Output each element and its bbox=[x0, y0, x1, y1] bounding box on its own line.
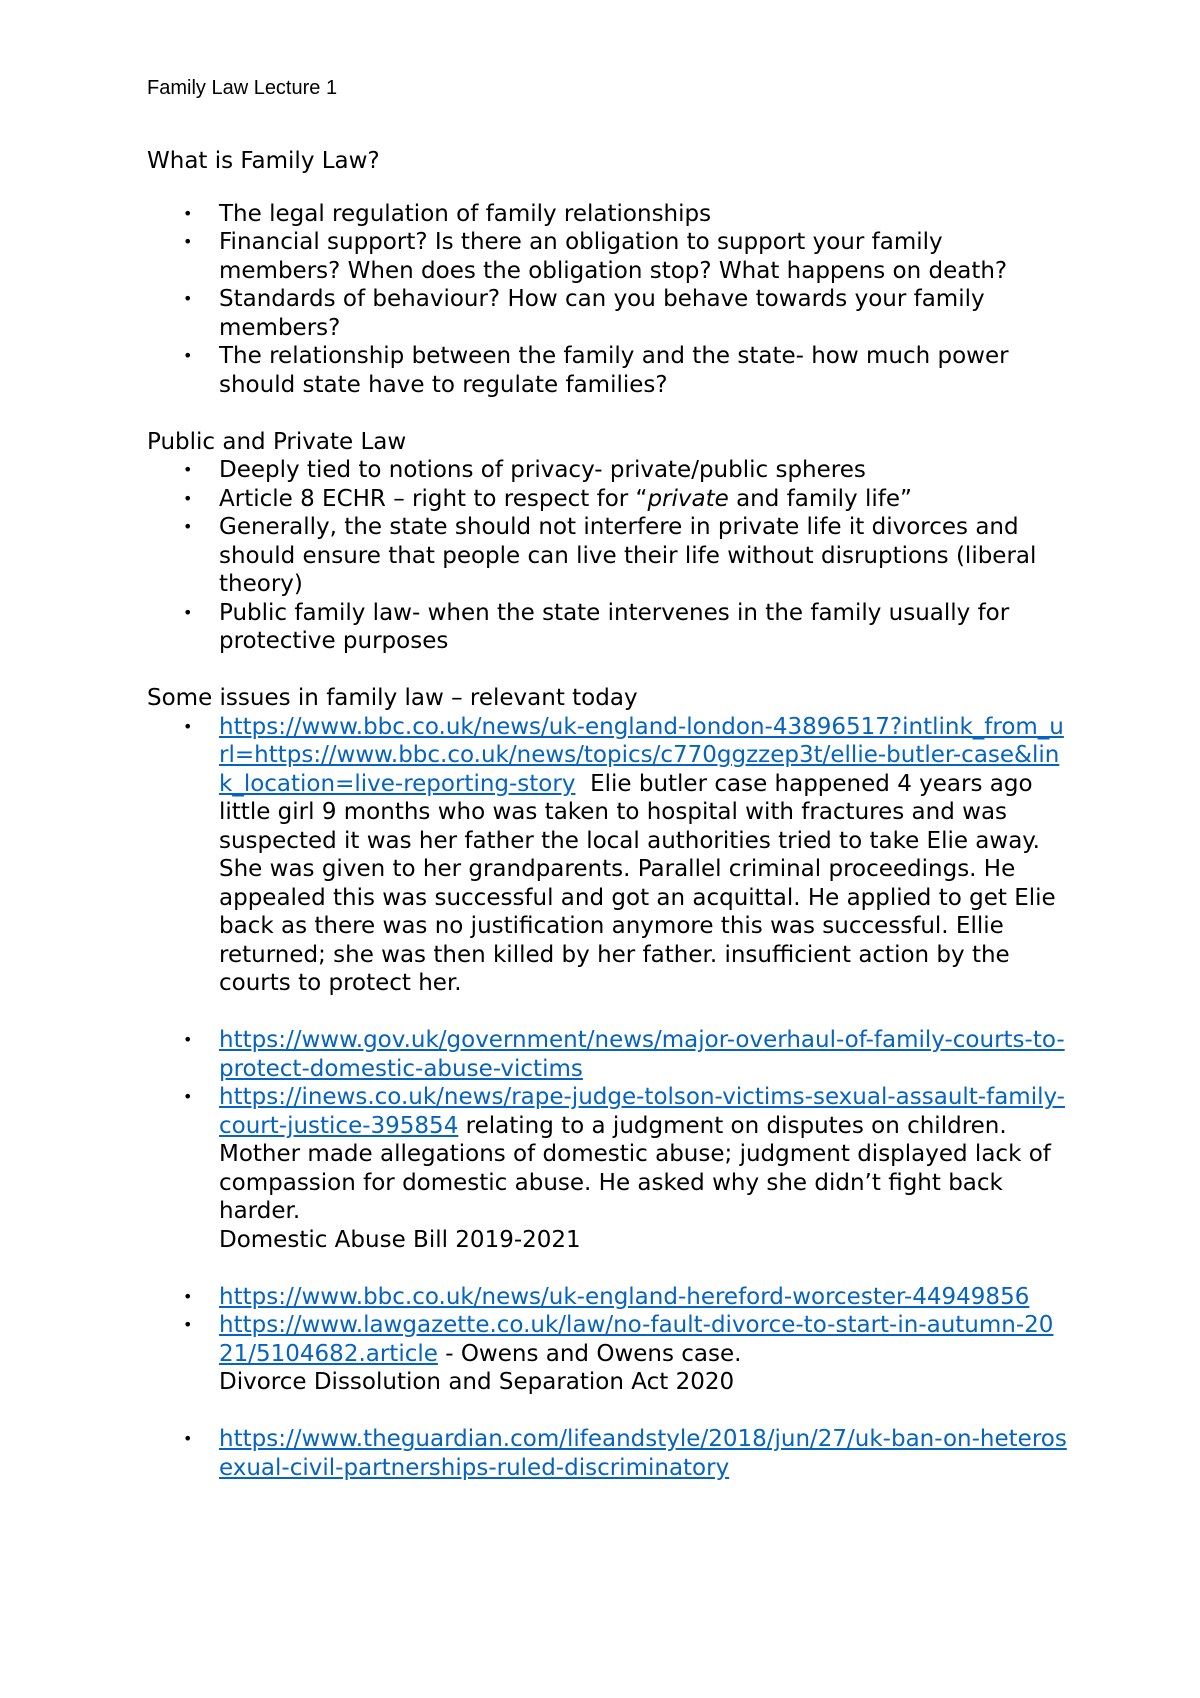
section3-list-2 bbox=[147, 1026, 1067, 1254]
list-item-text: Financial support? Is there an obligation to support your family members? When does the obligation stop? What happens on death? bbox=[219, 229, 1008, 284]
list-item-text: Public family law- when the state intervenes in the family usually for protective purposes bbox=[219, 599, 1010, 654]
list-item bbox=[147, 228, 1067, 285]
list-item bbox=[147, 1425, 1067, 1482]
news-link-guardian-civil-partnerships[interactable]: https://www.theguardian.com/lifeandstyle/2018/jun/27/uk-ban-on-heterosexual-civil-partnerships-ruled-discriminatory bbox=[219, 1426, 1067, 1481]
list-item-text: Generally, the state should not interfere in private life it divorces and should ensure that people can live their life without disruptions (liberal theory) bbox=[219, 514, 1037, 597]
list-item-text: Standards of behaviour? How can you behave towards your family members? bbox=[219, 286, 985, 341]
list-item bbox=[147, 200, 1067, 229]
news-link-bbc-ellie-butler[interactable]: https://www.bbc.co.uk/news/uk-england-london-43896517?intlink_from_url=https://www.bbc.co.uk/news/topics/c770ggzzep3t/ellie-butler-case&link_location=live-reporting-story bbox=[219, 713, 1064, 797]
bullet-icon: • bbox=[183, 517, 193, 536]
list-item-text: Article 8 ECHR – right to respect for “ bbox=[219, 485, 648, 512]
list-item bbox=[147, 1083, 1067, 1254]
section3-list-3 bbox=[147, 1283, 1067, 1397]
list-item bbox=[147, 485, 1067, 514]
news-link-gov-family-courts[interactable]: https://www.gov.uk/government/news/major-overhaul-of-family-courts-to-protect-domestic-abuse-victims bbox=[219, 1027, 1065, 1082]
news-link-inews-judge-tolson[interactable]: https://inews.co.uk/news/rape-judge-tolson-victims-sexual-assault-family-court-justice-395854 bbox=[219, 1084, 1065, 1139]
section2-list bbox=[147, 456, 1067, 656]
bullet-icon: • bbox=[183, 716, 193, 736]
bullet-icon: • bbox=[183, 289, 193, 308]
section-heading-what-is-family-law: What is Family Law? bbox=[147, 148, 380, 174]
bullet-icon: • bbox=[183, 460, 193, 479]
section1-list bbox=[147, 200, 1067, 400]
list-item bbox=[147, 342, 1067, 399]
list-item bbox=[147, 513, 1067, 599]
list-item-text: The legal regulation of family relationships bbox=[219, 200, 712, 227]
list-item-text: relating to a judgment on disputes on children. Mother made allegations of domestic abuse; judgment displayed lack of compassion for domestic abuse. He asked why she didn’t fight back harder. bbox=[219, 1112, 1059, 1224]
list-item bbox=[147, 285, 1067, 342]
news-link-lawgazette-no-fault-divorce[interactable]: https://www.lawgazette.co.uk/law/no-fault-divorce-to-start-in-autumn-2021/5104682.article bbox=[219, 1312, 1054, 1367]
news-link-bbc-hereford[interactable]: https://www.bbc.co.uk/news/uk-england-hereford-worcester-44949856 bbox=[219, 1283, 1030, 1310]
list-item bbox=[147, 1311, 1067, 1397]
bullet-icon: • bbox=[183, 1030, 193, 1049]
bullet-icon: • bbox=[183, 488, 193, 508]
section-heading-public-private-law: Public and Private Law bbox=[147, 428, 407, 455]
list-item bbox=[147, 1283, 1067, 1312]
bullet-icon: • bbox=[183, 1087, 193, 1106]
italic-text: private bbox=[647, 485, 729, 512]
document-body bbox=[147, 147, 1067, 1482]
section-heading-some-issues: Some issues in family law – relevant today bbox=[147, 685, 638, 711]
document-header-title: Family Law Lecture 1 bbox=[147, 77, 338, 99]
list-item-text: Elie butler case happened 4 years ago little girl 9 months who was taken to hospital with fractures and was suspected it was her father the local authorities tried to take Elie away. She was given to her grandparents. Parallel criminal proceedings. He appealed this was successful and got an acquittal. He applied to get Elie back as there was no justification anymore this was successful. Ellie returned; she was then killed by her father. insufficient action by the courts to protect her. bbox=[219, 770, 1063, 996]
list-item bbox=[147, 456, 1067, 485]
section3-list-4 bbox=[147, 1425, 1067, 1482]
list-item bbox=[147, 1026, 1067, 1083]
list-item bbox=[147, 599, 1067, 656]
list-item-text: Deeply tied to notions of privacy- private/public spheres bbox=[219, 457, 866, 483]
list-item-text: and family life” bbox=[728, 485, 912, 512]
list-item-text: - Owens and Owens case. bbox=[437, 1340, 742, 1367]
list-item-subtext: Divorce Dissolution and Separation Act 2020 bbox=[219, 1369, 735, 1395]
bullet-icon: • bbox=[183, 346, 193, 365]
bullet-icon: • bbox=[183, 1429, 193, 1448]
list-item-text: The relationship between the family and the state- how much power should state have to regulate families? bbox=[219, 343, 1009, 398]
bullet-icon: • bbox=[183, 602, 193, 622]
bullet-icon: • bbox=[183, 203, 193, 223]
bullet-icon: • bbox=[183, 1286, 193, 1306]
bullet-icon: • bbox=[183, 1315, 193, 1334]
list-item-subtext: Domestic Abuse Bill 2019-2021 bbox=[219, 1226, 581, 1253]
bullet-icon: • bbox=[183, 232, 193, 251]
section3-list bbox=[147, 713, 1067, 998]
list-item bbox=[147, 713, 1067, 998]
